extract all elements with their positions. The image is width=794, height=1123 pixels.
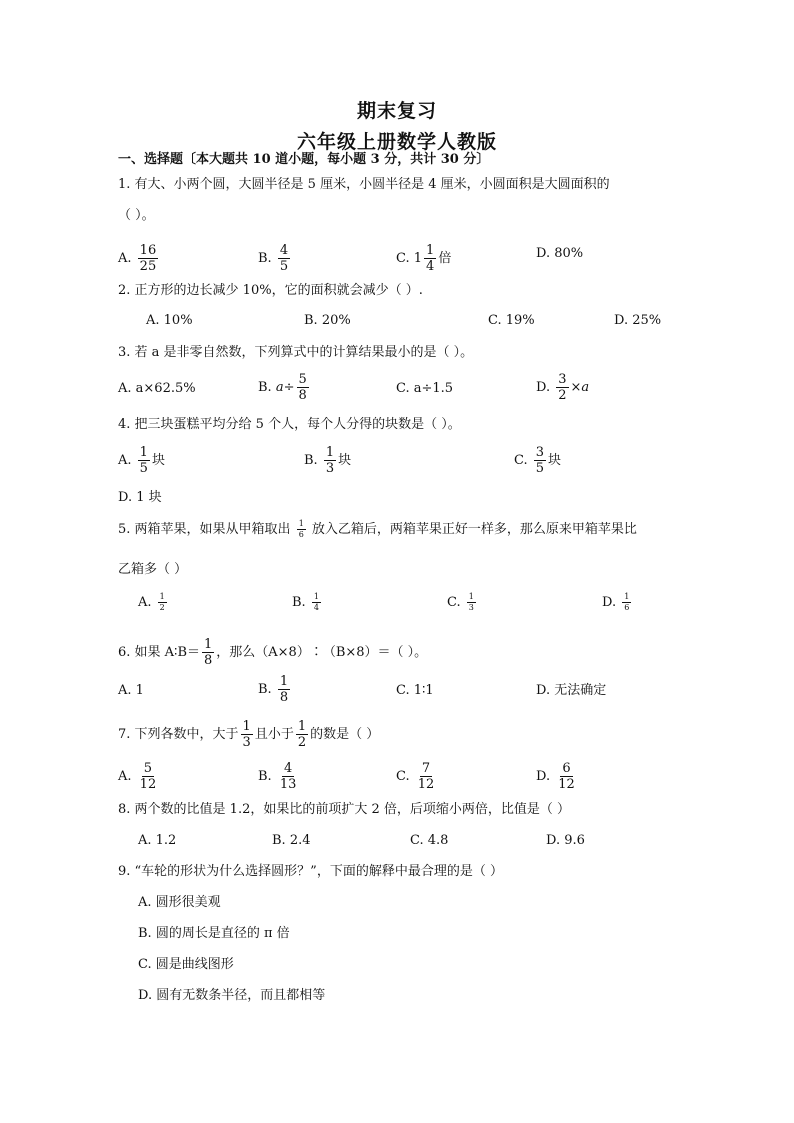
question-7-text: 7. 下列各数中，大于 $\frac{1}{3}$ 且小于 $\frac{1}{2}$ 的数是（ ）	[118, 719, 380, 750]
fraction: $\frac{6}{12}$	[558, 761, 575, 792]
mixed-number: 1 $\frac{1}{4}$	[413, 243, 435, 274]
fraction: $\frac{1}{8}$	[204, 637, 213, 668]
question-7-option-d[interactable]: D. $\frac{6}{12}$	[536, 761, 575, 792]
question-1-option-b[interactable]: B. $\frac{4}{5}$	[258, 243, 289, 274]
fraction: $\frac{1}{3}$	[325, 445, 335, 476]
question-9-option-b[interactable]: B. 圆的周长是直径的 π 倍	[138, 926, 290, 941]
question-4-option-c[interactable]: C. $\frac{3}{5}$ 块	[514, 445, 562, 476]
question-8-option-b[interactable]: B. 2.4	[272, 833, 311, 848]
question-7-option-c[interactable]: C. $\frac{7}{12}$	[396, 761, 435, 792]
question-3-text: 3. 若 a 是非零自然数，下列算式中的计算结果最小的是（ ）。	[118, 345, 474, 360]
fraction: $\frac{1}{2}$	[297, 719, 307, 750]
question-6-option-b[interactable]: B. $\frac{1}{8}$	[258, 674, 289, 705]
question-5-option-a[interactable]: A. $\frac{1}{2}$	[138, 592, 165, 612]
page-subtitle: 六年级上册数学人教版	[296, 131, 497, 153]
question-9-text: 9. “车轮的形状为什么选择圆形？”，下面的解释中最合理的是（ ）	[118, 864, 503, 879]
page-title: 期末复习	[356, 100, 437, 122]
question-3-option-d[interactable]: D. $\frac{3}{2}$ ×a	[536, 372, 590, 403]
question-4-option-a[interactable]: A. $\frac{1}{5}$ 块	[118, 445, 165, 476]
fraction: $\frac{1}{3}$	[242, 719, 251, 750]
section-heading: 一、选择题〔本大题共 10 道小题，每小题 3 分，共计 30 分〕	[118, 152, 490, 167]
fraction: $\frac{1}{2}$	[159, 592, 165, 612]
question-6-option-d[interactable]: D. 无法确定	[536, 683, 607, 698]
fraction: $\frac{7}{12}$	[417, 761, 435, 792]
fraction: $\frac{3}{5}$	[535, 445, 545, 476]
question-8-text: 8. 两个数的比值是 1.2，如果比的前项扩大 2 倍，后项缩小两倍，比值是（ ）	[118, 802, 571, 817]
question-6-option-a[interactable]: A. 1	[118, 683, 144, 698]
question-9-option-d[interactable]: D. 圆有无数条半径，而且都相等	[138, 988, 326, 1003]
question-5-option-b[interactable]: B. $\frac{1}{4}$	[292, 592, 319, 612]
question-2-option-a[interactable]: A. 10%	[146, 313, 193, 328]
question-3-option-c[interactable]: C. a÷1.5	[396, 381, 454, 396]
fraction: $\frac{1}{6}$	[298, 519, 304, 539]
question-2-option-c[interactable]: C. 19%	[488, 313, 535, 328]
fraction: $\frac{3}{2}$	[558, 372, 567, 403]
fraction: $\frac{1}{3}$	[468, 592, 474, 612]
fraction: $\frac{1}{8}$	[279, 674, 289, 705]
fraction: $\frac{1}{4}$	[426, 243, 435, 274]
fraction: $\frac{5}{12}$	[139, 761, 157, 792]
question-2-option-d[interactable]: D. 25%	[614, 313, 662, 328]
fraction: $\frac{5}{8}$	[298, 372, 307, 403]
question-1-option-a[interactable]: A. $\frac{16}{25}$	[118, 243, 157, 274]
fraction: $\frac{1}{5}$	[139, 445, 148, 476]
question-5-option-d[interactable]: D. $\frac{1}{6}$	[602, 592, 630, 612]
fraction: $\frac{1}{6}$	[624, 592, 630, 612]
question-2-option-b[interactable]: B. 20%	[304, 313, 351, 328]
question-3-option-a[interactable]: A. a×62.5%	[118, 381, 196, 396]
question-8-option-a[interactable]: A. 1.2	[138, 833, 177, 848]
question-8-option-c[interactable]: C. 4.8	[410, 833, 449, 848]
question-4-option-d[interactable]: D. 1 块	[118, 490, 162, 505]
question-1-option-c[interactable]: C. 1 $\frac{1}{4}$ 倍	[396, 243, 452, 274]
question-9-option-c[interactable]: C. 圆是曲线图形	[138, 957, 234, 972]
fraction: $\frac{4}{13}$	[279, 761, 297, 792]
question-2-text: 2. 正方形的边长减少 10%，它的面积就会减少（ ）.	[118, 283, 423, 298]
fraction: $\frac{1}{4}$	[313, 592, 319, 612]
fraction: $\frac{4}{5}$	[279, 243, 289, 274]
question-5-text-line2: 乙箱多（ ）	[118, 562, 188, 577]
question-7-option-b[interactable]: B. $\frac{4}{13}$	[258, 761, 297, 792]
question-7-option-a[interactable]: A. $\frac{5}{12}$	[118, 761, 157, 792]
question-8-option-d[interactable]: D. 9.6	[546, 833, 585, 848]
question-1-text: 1. 有大、小两个圆，大圆半径是 5 厘米，小圆半径是 4 厘米，小圆面积是大圆面积的	[118, 177, 610, 192]
question-4-text: 4. 把三块蛋糕平均分给 5 个人，每个人分得的块数是（ ）。	[118, 417, 461, 432]
question-5-text: 5. 两箱苹果，如果从甲箱取出 $\frac{1}{6}$ 放入乙箱后，两箱苹果正好一样多，那么原来甲箱苹果比	[118, 519, 637, 539]
question-9-option-a[interactable]: A. 圆形很美观	[138, 895, 221, 910]
question-6-text: 6. 如果 A∶B＝ $\frac{1}{8}$ ，那么（A×8）∶（B×8）＝（ ）。	[118, 637, 428, 668]
question-1-blank: （ ）。	[118, 208, 155, 223]
fraction: $\frac{16}{25}$	[139, 243, 157, 274]
question-5-option-c[interactable]: C. $\frac{1}{3}$	[447, 592, 474, 612]
question-1-option-d[interactable]: D. 80%	[536, 246, 584, 261]
question-3-option-b[interactable]: B. a÷ $\frac{5}{8}$	[258, 372, 307, 403]
question-4-option-b[interactable]: B. $\frac{1}{3}$ 块	[304, 445, 352, 476]
question-6-option-c[interactable]: C. 1∶1	[396, 683, 434, 698]
